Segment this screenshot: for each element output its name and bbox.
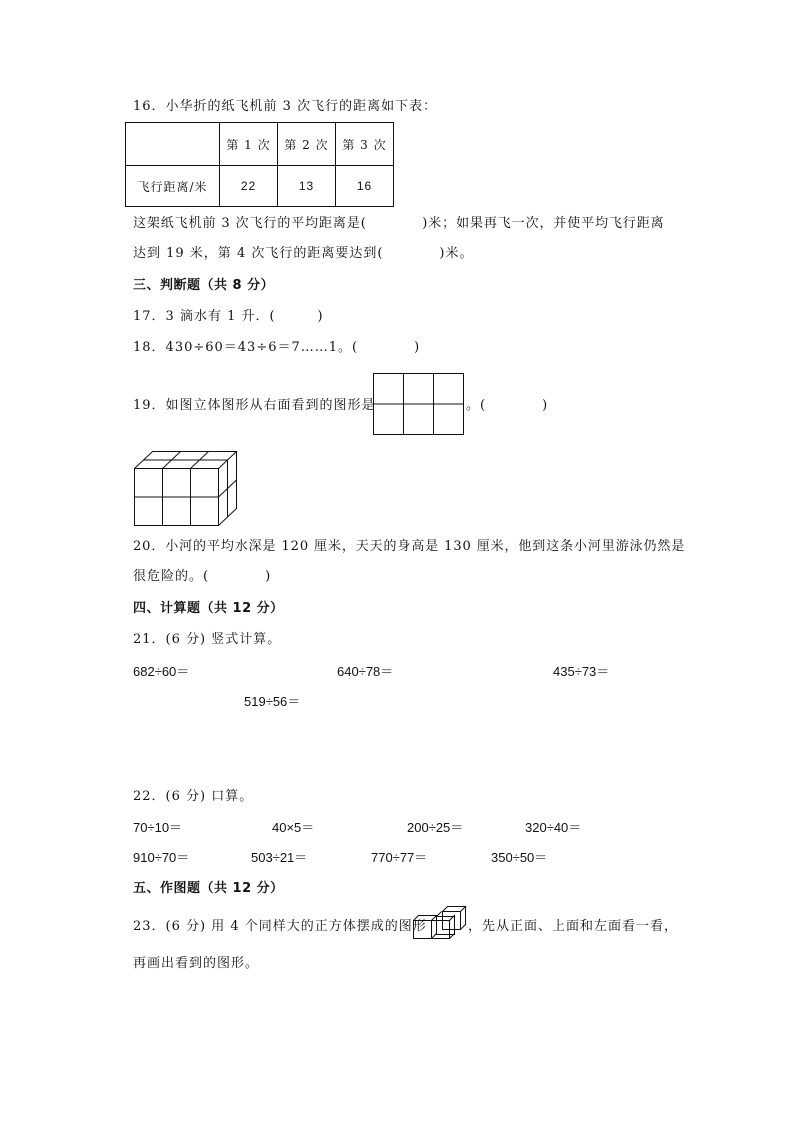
flight-distance-table bbox=[125, 122, 394, 207]
table-header-row bbox=[126, 123, 394, 166]
q22-r1-2: 40×5＝ bbox=[272, 820, 315, 835]
table-corner-cell bbox=[126, 123, 220, 166]
q21-item-2: 640÷78＝ bbox=[337, 664, 394, 679]
q23-text-before: 23．(6 分) 用 4 个同样大的正方体摆成的图形 bbox=[133, 919, 427, 934]
q22-r1-3: 200÷25＝ bbox=[407, 820, 464, 835]
q16-line1: 这架纸飞机前 3 次飞行的平均距离是( )米；如果再飞一次，并使平均飞行距离 bbox=[133, 216, 665, 231]
q21-title: 21．(6 分) 竖式计算。 bbox=[133, 632, 282, 647]
table-row-label: 飞行距离/米 bbox=[126, 166, 220, 207]
q19-text-after: 。( ) bbox=[466, 398, 549, 413]
table-header-2: 第 2 次 bbox=[278, 123, 336, 166]
right-view-grid-figure bbox=[373, 373, 465, 435]
table-row bbox=[126, 166, 394, 207]
q21-item-1: 682÷60＝ bbox=[133, 664, 190, 679]
table-value-3: 16 bbox=[336, 166, 394, 207]
q17: 17．3 滴水有 1 升．( ) bbox=[133, 309, 324, 324]
table-value-2: 13 bbox=[278, 166, 336, 207]
q23-line2: 再画出看到的图形。 bbox=[133, 956, 260, 971]
q19-text-before: 19．如图立体图形从右面看到的图形是 bbox=[133, 398, 376, 413]
q22-r2-1: 910÷70＝ bbox=[133, 850, 190, 865]
q22-title: 22．(6 分) 口算。 bbox=[133, 789, 254, 804]
table-value-1: 22 bbox=[220, 166, 278, 207]
table-header-1: 第 1 次 bbox=[220, 123, 278, 166]
q23-text-after: ，先从正面、上面和左面看一看， bbox=[468, 919, 679, 934]
q22-r2-4: 350÷50＝ bbox=[491, 850, 548, 865]
q22-r1-4: 320÷40＝ bbox=[525, 820, 582, 835]
section-5-heading: 五、作图题（共 12 分） bbox=[133, 881, 284, 896]
q20-line1: 20．小河的平均水深是 120 厘米，天天的身高是 130 厘米，他到这条小河里游泳仍然是 bbox=[133, 539, 686, 554]
section-4-heading: 四、计算题（共 12 分） bbox=[133, 601, 284, 616]
section-3-heading: 三、判断题（共 8 分） bbox=[133, 278, 275, 293]
q16-line2: 达到 19 米，第 4 次飞行的距离要达到( )米。 bbox=[133, 246, 474, 261]
q21-item-3: 435÷73＝ bbox=[553, 664, 610, 679]
four-cubes-figure bbox=[412, 906, 468, 940]
cube-stack-figure bbox=[134, 450, 242, 528]
q22-r2-2: 503÷21＝ bbox=[251, 850, 308, 865]
q22-r2-3: 770÷77＝ bbox=[371, 850, 428, 865]
q20-line2: 很危险的。( ) bbox=[133, 569, 272, 584]
table-header-3: 第 3 次 bbox=[336, 123, 394, 166]
q16-title: 16．小华折的纸飞机前 3 次飞行的距离如下表： bbox=[133, 99, 438, 114]
q22-r1-1: 70÷10＝ bbox=[133, 820, 183, 835]
q18: 18．430÷60＝43÷6＝7……1。( ) bbox=[133, 340, 421, 355]
q21-item-4: 519÷56＝ bbox=[244, 694, 301, 709]
